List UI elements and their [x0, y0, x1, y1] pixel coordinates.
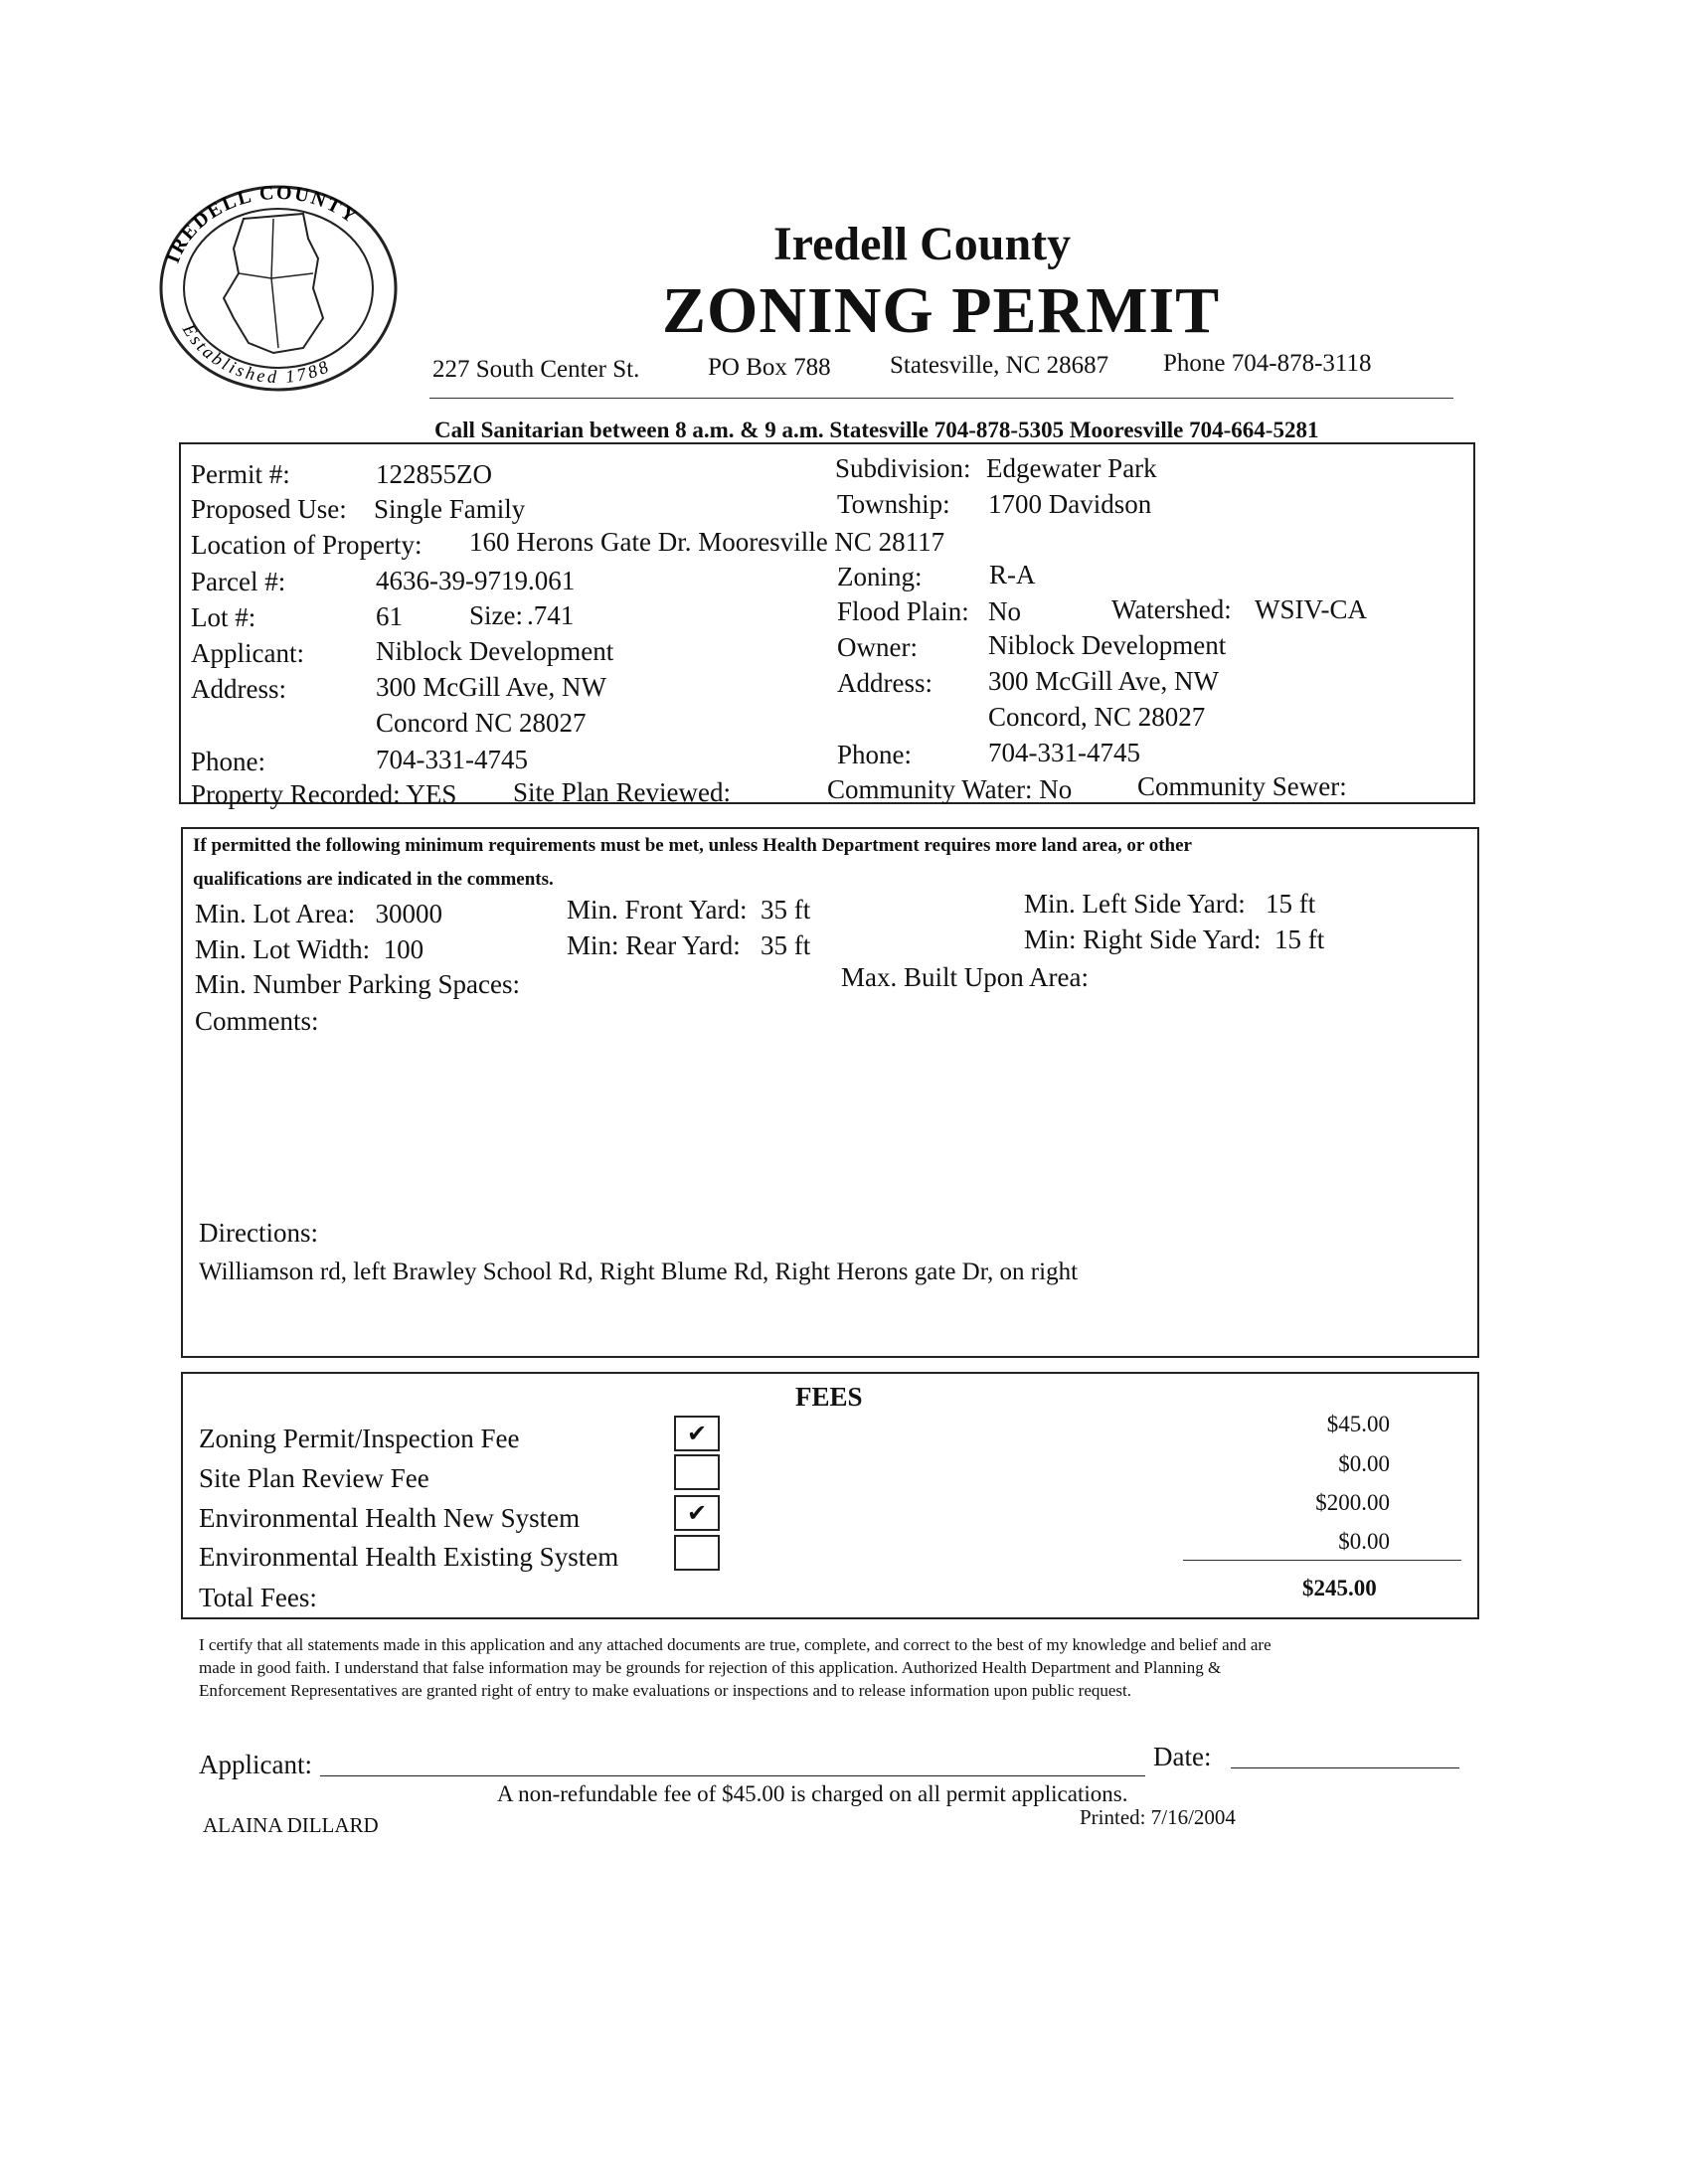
flood-plain-value: No	[988, 596, 1021, 626]
owner-address-line1: 300 McGill Ave, NW	[988, 666, 1219, 696]
lot-label: Lot #:	[191, 602, 256, 632]
county-seal	[154, 179, 413, 408]
applicant-address-label: Address:	[191, 674, 286, 704]
watershed-value: WSIV-CA	[1255, 594, 1368, 624]
date-label: Date:	[1153, 1742, 1212, 1771]
directions-value: Williamson rd, left Brawley School Rd, Right Blume Rd, Right Herons gate Dr, on right	[199, 1259, 1079, 1285]
applicant-label: Applicant:	[191, 638, 304, 668]
owner-phone-value: 704-331-4745	[988, 738, 1140, 767]
location-label: Location of Property:	[191, 530, 423, 560]
fee-checkbox-checked[interactable]: ✔	[674, 1416, 720, 1451]
community-sewer: Community Sewer:	[1137, 771, 1347, 801]
sanitarian-note: Call Sanitarian between 8 a.m. & 9 a.m. Statesville 704-878-5305 Mooresville 704-664-5281	[434, 418, 1319, 442]
fee-checkbox[interactable]	[674, 1454, 720, 1490]
applicant-value: Niblock Development	[376, 636, 614, 666]
date-line	[1231, 1767, 1459, 1768]
applicant-phone-label: Phone:	[191, 747, 266, 776]
applicant-signature-line	[320, 1775, 1145, 1776]
township-value: 1700 Davidson	[988, 489, 1152, 519]
header-rule	[429, 398, 1453, 399]
fee-label: Zoning Permit/Inspection Fee	[199, 1424, 520, 1453]
fee-checkbox-checked[interactable]: ✔	[674, 1495, 720, 1531]
certify-line-3: Enforcement Representatives are granted right of entry to make evaluations or inspections and to release information upon public request.	[199, 1681, 1131, 1700]
subdivision-value: Edgewater Park	[986, 453, 1157, 483]
min-rear-yard: Min: Rear Yard: 35 ft	[567, 930, 811, 960]
fee-label: Site Plan Review Fee	[199, 1463, 429, 1493]
fee-label: Environmental Health New System	[199, 1503, 581, 1533]
property-recorded: Property Recorded: YES	[191, 779, 457, 809]
size-label: Size:	[469, 600, 523, 630]
watershed-label: Watershed:	[1111, 594, 1232, 624]
applicant-phone-value: 704-331-4745	[376, 745, 528, 774]
zoning-label: Zoning:	[837, 562, 923, 591]
applicant-address-line2: Concord NC 28027	[376, 708, 587, 738]
proposed-use-label: Proposed Use:	[191, 494, 347, 524]
township-label: Township:	[837, 489, 950, 519]
non-refundable-note: A non-refundable fee of $45.00 is charged on all permit applications.	[497, 1781, 1128, 1806]
fee-amount: $0.00	[1338, 1451, 1390, 1476]
zoning-value: R-A	[989, 560, 1036, 589]
owner-value: Niblock Development	[988, 630, 1227, 660]
comments-label: Comments:	[195, 1006, 319, 1036]
parcel-value: 4636-39-9719.061	[376, 566, 576, 595]
office-pobox: PO Box 788	[708, 354, 831, 381]
permit-number-label: Permit #:	[191, 459, 290, 489]
total-fees-label: Total Fees:	[199, 1583, 317, 1612]
fee-amount: $200.00	[1315, 1490, 1390, 1515]
fees-title: FEES	[795, 1382, 863, 1412]
community-water: Community Water: No	[827, 774, 1073, 804]
fee-amount: $45.00	[1326, 1412, 1390, 1436]
site-plan-reviewed: Site Plan Reviewed:	[513, 777, 731, 807]
fee-amount: $0.00	[1338, 1529, 1390, 1554]
min-lot-area: Min. Lot Area: 30000	[195, 899, 442, 928]
min-lot-width: Min. Lot Width: 100	[195, 934, 424, 964]
location-value: 160 Herons Gate Dr. Mooresville NC 28117	[469, 527, 945, 557]
owner-address-line2: Concord, NC 28027	[988, 702, 1206, 732]
subdivision-label: Subdivision:	[835, 453, 971, 483]
office-city: Statesville, NC 28687	[890, 352, 1109, 379]
proposed-use-value: Single Family	[374, 494, 526, 524]
certify-line-1: I certify that all statements made in this application and any attached documents are true, complete, and correct to the best of my knowledge and belief and are	[199, 1635, 1271, 1654]
certify-line-2: made in good faith. I understand that false information may be grounds for rejection of this application. Authorized Health Department and Planning &	[199, 1658, 1222, 1677]
requirements-intro-2: qualifications are indicated in the comments.	[193, 869, 554, 890]
permit-number-value: 122855ZO	[376, 459, 492, 489]
min-front-yard: Min. Front Yard: 35 ft	[567, 895, 811, 924]
printed-date: Printed: 7/16/2004	[1080, 1805, 1236, 1829]
directions-label: Directions:	[199, 1218, 318, 1248]
applicant-signature-label: Applicant:	[199, 1750, 312, 1779]
owner-label: Owner:	[837, 632, 918, 662]
flood-plain-label: Flood Plain:	[837, 596, 969, 626]
page-title: ZONING PERMIT	[662, 274, 1221, 347]
min-left-side-yard: Min. Left Side Yard: 15 ft	[1024, 889, 1316, 919]
applicant-address-line1: 300 McGill Ave, NW	[376, 672, 606, 702]
county-name: Iredell County	[773, 218, 1072, 270]
fee-checkbox[interactable]	[674, 1535, 720, 1571]
fees-total-rule	[1183, 1560, 1461, 1561]
seal-text-top: IREDELL COUNTY	[161, 181, 363, 266]
requirements-intro-1: If permitted the following minimum requirements must be met, unless Health Department requires more land area, or other	[193, 835, 1192, 856]
office-address: 227 South Center St.	[432, 356, 640, 383]
total-fees-value: $245.00	[1302, 1576, 1377, 1600]
max-built-upon-area: Max. Built Upon Area:	[841, 962, 1089, 992]
office-phone: Phone 704-878-3118	[1163, 350, 1372, 377]
fee-label: Environmental Health Existing System	[199, 1542, 619, 1572]
min-right-side-yard: Min: Right Side Yard: 15 ft	[1024, 924, 1325, 954]
owner-address-label: Address:	[837, 668, 932, 698]
svg-text:Established 1788	[178, 319, 334, 387]
owner-phone-label: Phone:	[837, 740, 913, 769]
staff-name: ALAINA DILLARD	[203, 1813, 379, 1837]
lot-value: 61	[376, 601, 403, 631]
parcel-label: Parcel #:	[191, 567, 286, 596]
size-value: .741	[527, 600, 575, 630]
seal-text-bottom: Established 1788	[178, 320, 334, 388]
min-parking-spaces: Min. Number Parking Spaces:	[195, 969, 520, 999]
